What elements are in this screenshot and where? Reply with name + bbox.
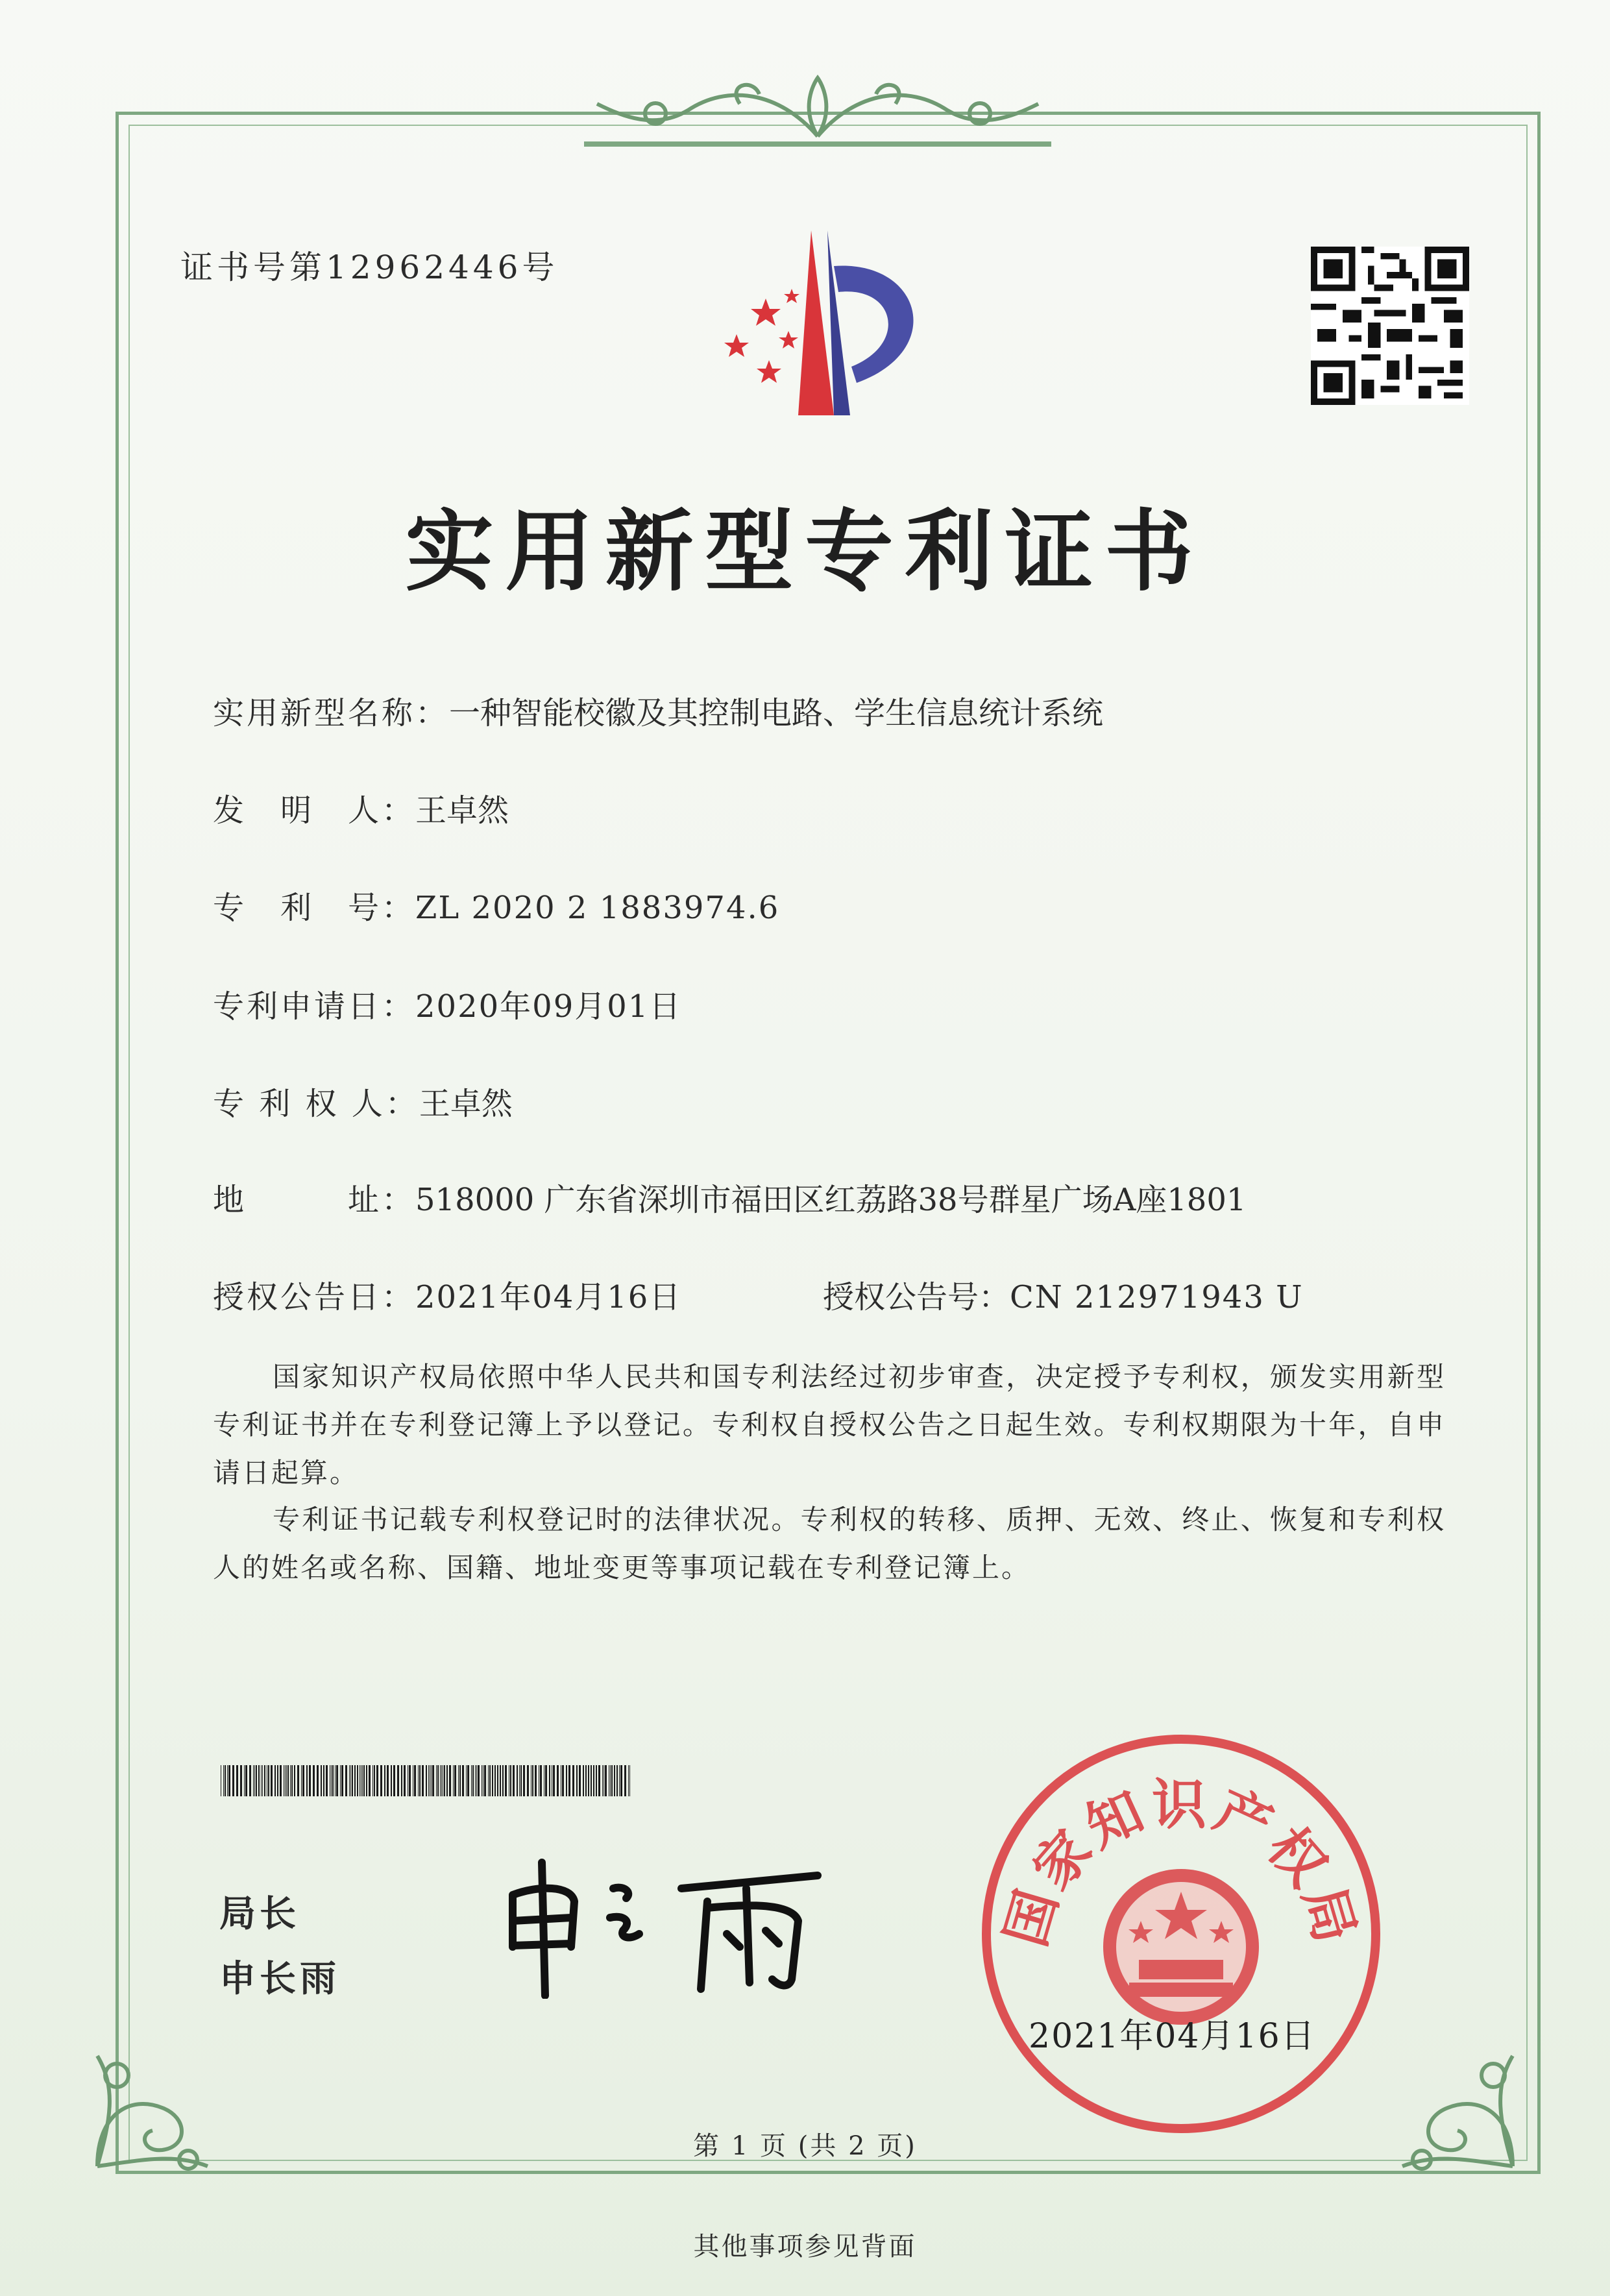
patent-number-value: ZL 2020 2 1883974.6 [415,890,780,926]
grant-date-label: 授权公告日： [213,1279,416,1315]
corner-ornament-left-icon [78,2036,227,2186]
corner-ornament-right-icon [1383,2036,1532,2186]
utility-model-name-field [213,688,1103,733]
inventor-label: 发 明 人： [213,792,416,829]
address-value: 518000 广东省深圳市福田区红荔路38号群星广场A座1801 [415,1182,1247,1218]
page-indicator: 第 1 页 (共 2 页) [693,2131,917,2161]
top-ornament-icon [584,65,1051,156]
certificate-number: 证书号第12962446号 [180,249,559,286]
official-seal-icon [973,1726,1389,2142]
patent-number-field [213,883,779,927]
director-name: 申长雨 [219,1958,340,2000]
grant-date-field [213,1272,681,1317]
barcode-icon [221,1765,633,1796]
director-title: 局长 [219,1893,300,1935]
publication-number-field [823,1272,1304,1317]
publication-number-label: 授权公告号： [823,1279,1010,1315]
utility-model-name-label: 实用新型名称： [213,695,450,731]
qr-code-icon [1311,247,1469,405]
certificate-title: 实用新型专利证书 [405,500,1205,604]
patent-number-label: 专 利 号： [213,890,416,926]
patentee-field [213,1079,513,1123]
cnipa-logo-icon [701,221,947,422]
inventor-value: 王卓然 [415,792,509,829]
grant-date-value: 2021年04月16日 [415,1279,682,1315]
inventor-field [213,785,509,830]
address-field [213,1175,1246,1219]
statement-paragraph-2: 专利证书记载专利权登记时的法律状况。专利权的转移、质押、无效、终止、恢复和专利权人的姓名或名称、国籍、地址变更等事项记载在专利登记簿上。 [213,1504,1446,1583]
utility-model-name-value: 一种智能校徽及其控制电路、学生信息统计系统 [449,695,1104,731]
publication-number-value: CN 212971943 U [1010,1279,1304,1315]
application-date-value: 2020年09月01日 [415,988,682,1025]
patentee-label: 专 利 权 人： [213,1086,419,1122]
application-date-field [213,981,681,1026]
issue-date: 2021年04月16日 [1029,2017,1316,2056]
statement-paragraph-1: 国家知识产权局依照中华人民共和国专利法经过初步审查，决定授予专利权，颁发实用新型专利证书并在专利登记簿上予以登记。专利权自授权公告之日起生效。专利权期限为十年，自申请日起算。 [213,1361,1446,1489]
director-signature-icon [493,1850,857,1999]
seal-text: 国家知识产权局 [993,1773,1369,1953]
footer-note: 其他事项参见背面 [693,2232,917,2262]
address-label: 地 址： [213,1182,416,1218]
application-date-label: 专利申请日： [213,988,416,1025]
patentee-value: 王卓然 [419,1086,513,1122]
